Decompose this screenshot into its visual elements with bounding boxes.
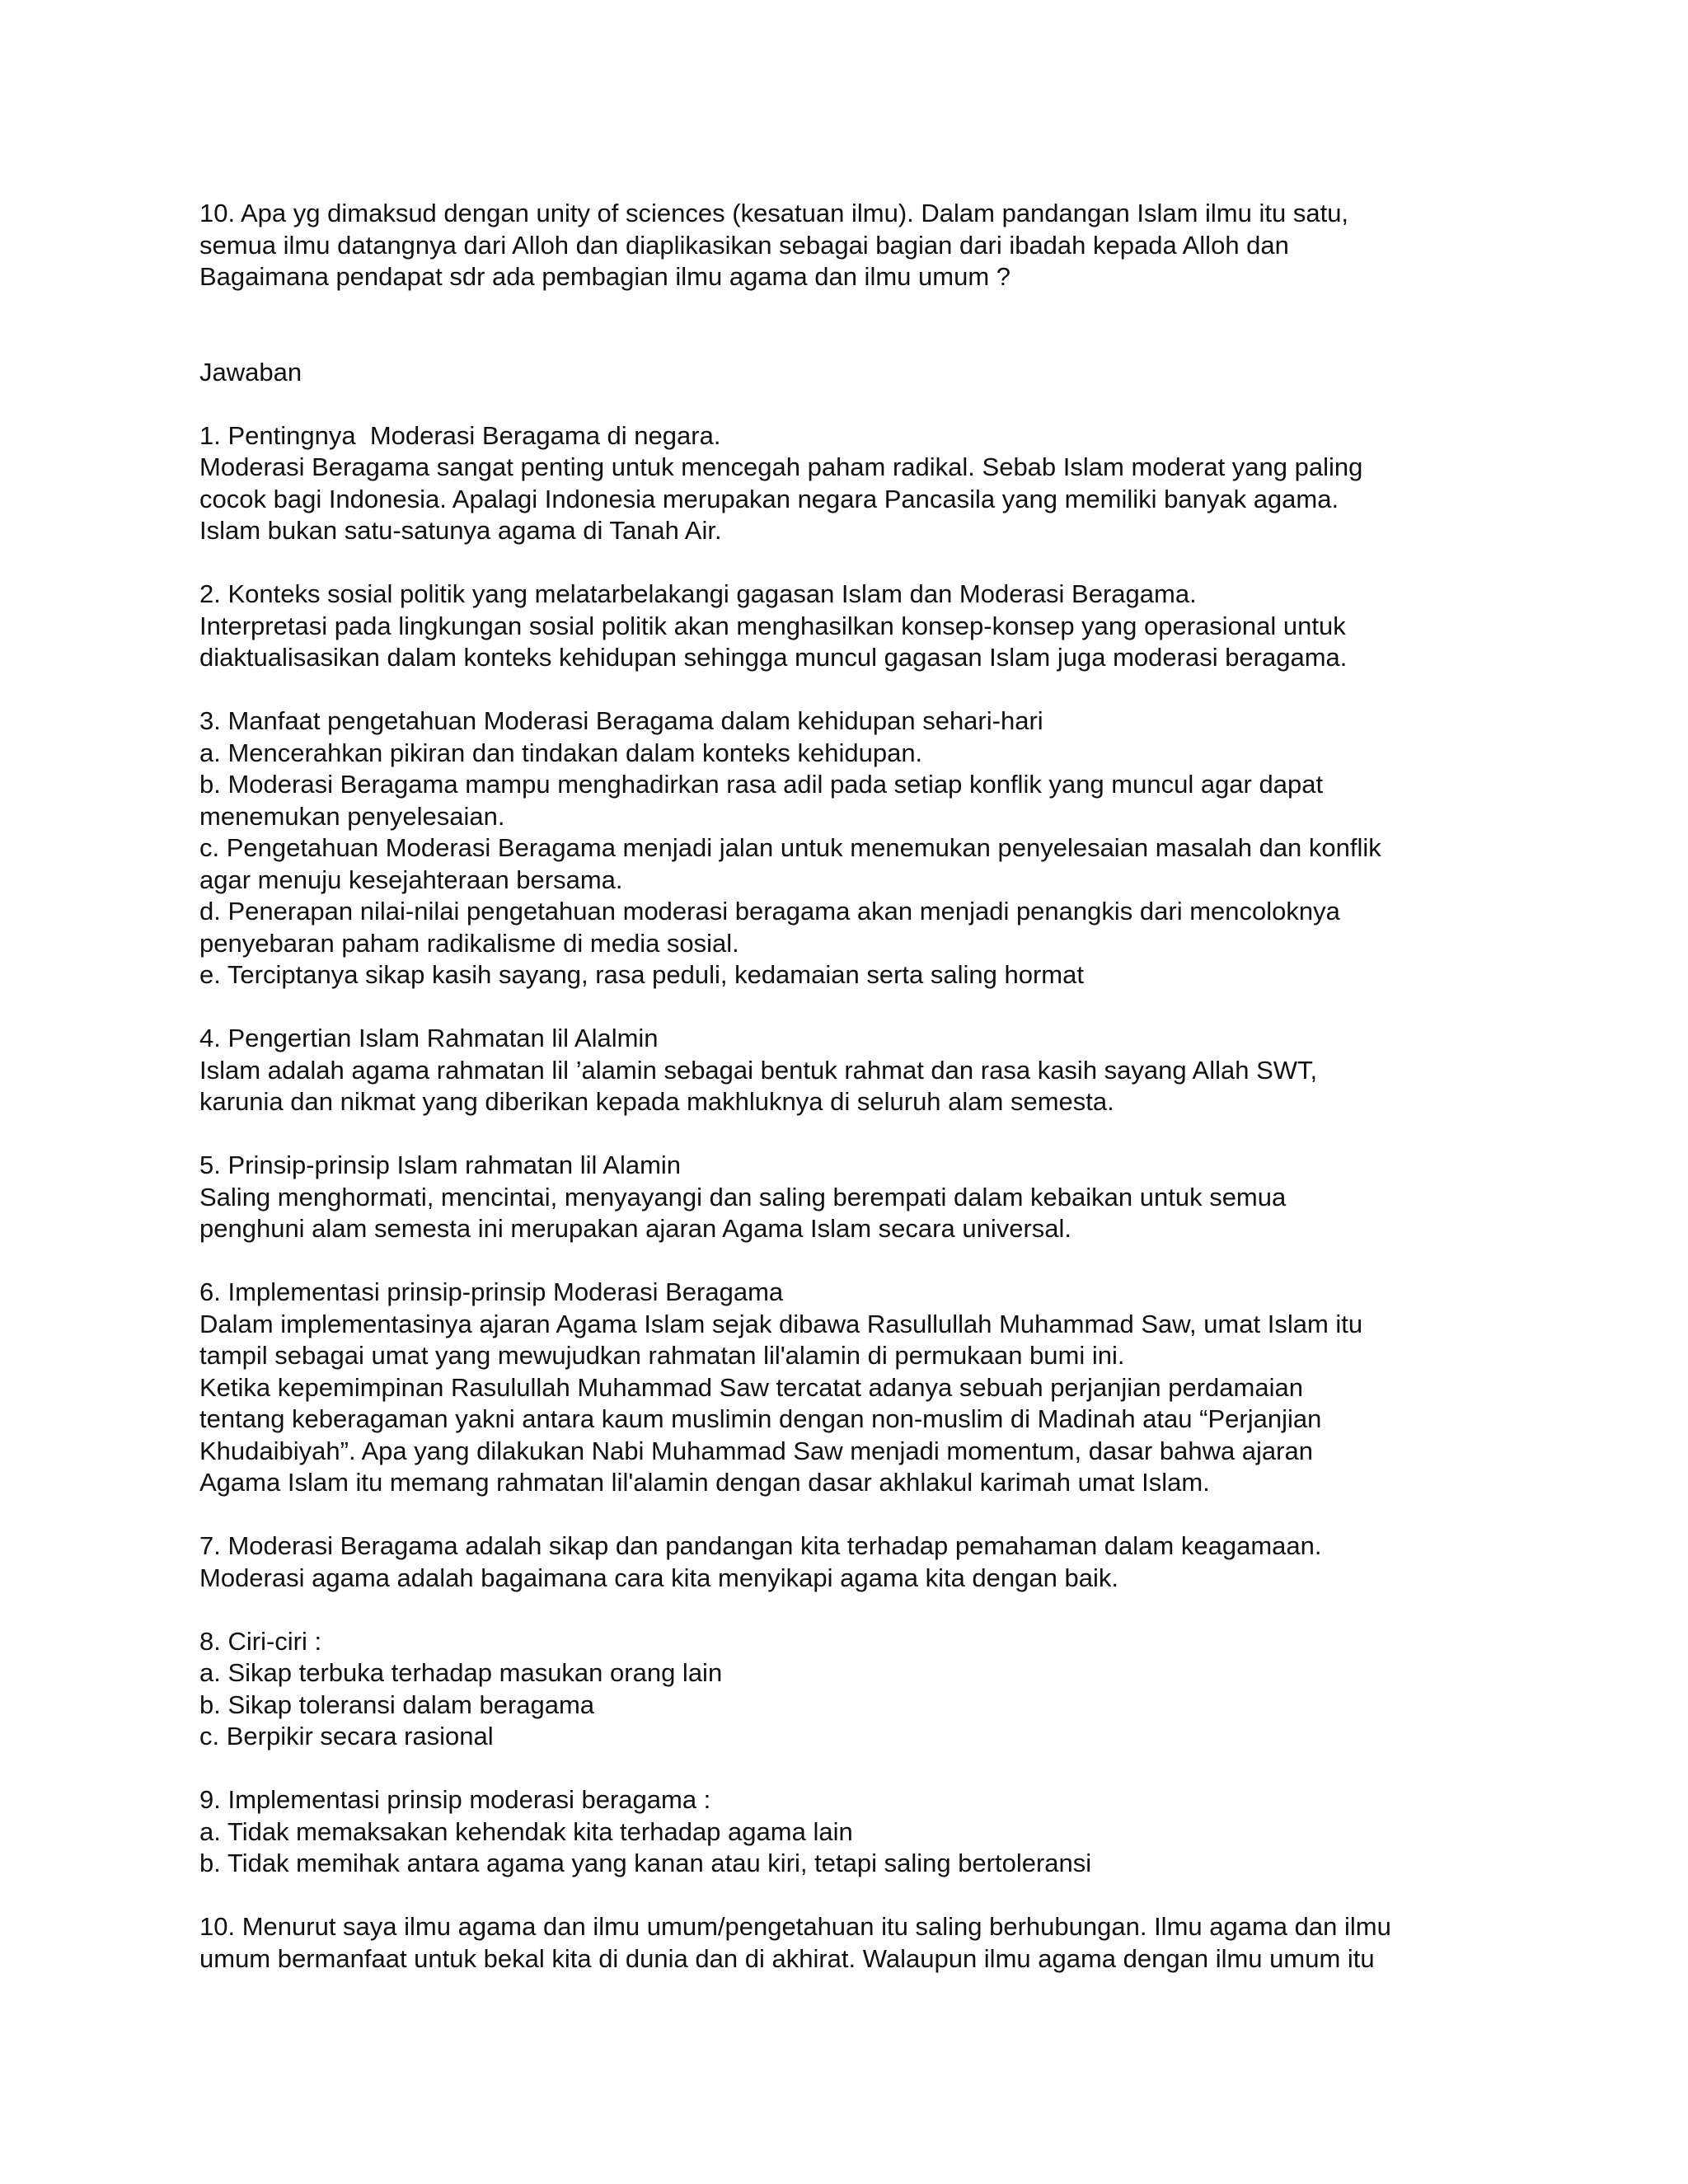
answer-2 (199, 579, 1518, 674)
answer-title: 8. Ciri-ciri : (199, 1626, 322, 1656)
spacer (199, 1594, 1518, 1626)
answer-line: Interpretasi pada lingkungan sosial politik akan menghasilkan konsep-konsep yang operasional untuk (199, 611, 1346, 640)
answer-heading: Jawaban (199, 357, 302, 387)
answer-title: 3. Manfaat pengetahuan Moderasi Beragama dalam kehidupan sehari-hari (199, 706, 1043, 735)
answer-line: agar menuju kesejahteraan bersama. (199, 865, 623, 894)
spacer (199, 1880, 1518, 1912)
spacer (199, 1118, 1518, 1151)
answer-line: tampil sebagai umat yang mewujudkan rahmatan lil'alamin di permukaan bumi ini. (199, 1341, 1125, 1370)
answer-line: c. Pengetahuan Moderasi Beragama menjadi jalan untuk menemukan penyelesaian masalah dan konflik (199, 833, 1381, 862)
spacer (199, 547, 1518, 579)
answer-4 (199, 1023, 1518, 1118)
answer-title: 10. Menurut saya ilmu agama dan ilmu umum/pengetahuan itu saling berhubungan. Ilmu agama dan ilmu (199, 1912, 1391, 1941)
answer-line: c. Berpikir secara rasional (199, 1722, 494, 1750)
answer-line: a. Mencerahkan pikiran dan tindakan dalam konteks kehidupan. (199, 738, 923, 767)
answer-line: Dalam implementasinya ajaran Agama Islam sejak dibawa Rasullullah Muhammad Saw, umat Islam itu (199, 1309, 1363, 1338)
answer-line: Islam bukan satu-satunya agama di Tanah Air. (199, 516, 722, 545)
answer-3 (199, 705, 1518, 991)
answer-line: menemukan penyelesaian. (199, 801, 505, 831)
spacer (199, 293, 1518, 357)
answer-title: 6. Implementasi prinsip-prinsip Moderasi Beragama (199, 1277, 784, 1306)
spacer (199, 674, 1518, 706)
spacer (199, 1499, 1518, 1531)
answer-line: Moderasi agama adalah bagaimana cara kita menyikapi agama kita dengan baik. (199, 1563, 1118, 1592)
answer-line: Moderasi Beragama sangat penting untuk mencegah paham radikal. Sebab Islam moderat yang paling (199, 452, 1363, 481)
answer-line: b. Sikap toleransi dalam beragama (199, 1690, 595, 1719)
answer-title: 1. Pentingnya Moderasi Beragama di negara. (199, 420, 721, 450)
answer-line: a. Tidak memaksakan kehendak kita terhadap agama lain (199, 1816, 853, 1846)
spacer (199, 991, 1518, 1024)
answer-title: 2. Konteks sosial politik yang melatarbelakangi gagasan Islam dan Moderasi Beragama. (199, 579, 1197, 608)
answer-line: b. Tidak memihak antara agama yang kanan atau kiri, tetapi saling bertoleransi (199, 1849, 1092, 1877)
answer-10 (199, 1911, 1518, 1975)
question-line: semua ilmu datangnya dari Alloh dan diaplikasikan sebagai bagian dari ibadah kepada Alloh dan (199, 230, 1289, 260)
question-line: 10. Apa yg dimaksud dengan unity of sciences (kesatuan ilmu). Dalam pandangan Islam ilmu itu satu, (199, 199, 1349, 227)
spacer (199, 1245, 1518, 1277)
answer-line: Agama Islam itu memang rahmatan lil'alamin dengan dasar akhlakul karimah umat Islam. (199, 1468, 1210, 1497)
answer-line: Khudaibiyah”. Apa yang dilakukan Nabi Muhammad Saw menjadi momentum, dasar bahwa ajaran (199, 1436, 1313, 1465)
answer-title: 7. Moderasi Beragama adalah sikap dan pandangan kita terhadap pemahaman dalam keagamaan. (199, 1531, 1322, 1560)
question-line: Bagaimana pendapat sdr ada pembagian ilmu agama dan ilmu umum ? (199, 262, 1010, 291)
answer-line: Saling menghormati, mencintai, menyayangi dan saling berempati dalam kebaikan untuk semua (199, 1182, 1287, 1212)
answer-line: penghuni alam semesta ini merupakan ajaran Agama Islam secara universal. (199, 1214, 1072, 1243)
answer-1 (199, 420, 1518, 547)
answer-title: 9. Implementasi prinsip moderasi beragama : (199, 1785, 711, 1814)
question-10 (199, 198, 1518, 293)
spacer (199, 1753, 1518, 1785)
answer-line: umum bermanfaat untuk bekal kita di dunia dan di akhirat. Walaupun ilmu agama dengan ilmu umum itu (199, 1943, 1375, 1973)
document-body (199, 198, 1518, 1975)
answer-line: karunia dan nikmat yang diberikan kepada makhluknya di seluruh alam semesta. (199, 1087, 1114, 1116)
answer-8 (199, 1626, 1518, 1753)
answer-line: b. Moderasi Beragama mampu menghadirkan rasa adil pada setiap konflik yang muncul agar dapat (199, 770, 1324, 799)
answer-9 (199, 1784, 1518, 1880)
answer-7 (199, 1530, 1518, 1594)
answer-line: e. Terciptanya sikap kasih sayang, rasa peduli, kedamaian serta saling hormat (199, 960, 1084, 989)
answer-title: 4. Pengertian Islam Rahmatan lil Alalmin (199, 1024, 659, 1052)
answer-line: diaktualisasikan dalam konteks kehidupan sehingga muncul gagasan Islam juga moderasi beragama. (199, 643, 1348, 672)
answer-line: d. Penerapan nilai-nilai pengetahuan moderasi beragama akan menjadi penangkis dari mencoloknya (199, 897, 1340, 926)
answer-line: Islam adalah agama rahmatan lil ’alamin sebagai bentuk rahmat dan rasa kasih sayang Allah SWT, (199, 1055, 1318, 1085)
answer-line: tentang keberagaman yakni antara kaum muslimin dengan non-muslim di Madinah atau “Perjanjian (199, 1404, 1322, 1433)
answer-line: cocok bagi Indonesia. Apalagi Indonesia merupakan negara Pancasila yang memiliki banyak agama. (199, 484, 1339, 513)
answer-line: a. Sikap terbuka terhadap masukan orang lain (199, 1658, 723, 1687)
answer-title: 5. Prinsip-prinsip Islam rahmatan lil Alamin (199, 1151, 682, 1179)
spacer (199, 388, 1518, 420)
answer-line: penyebaran paham radikalisme di media sosial. (199, 928, 739, 958)
answer-line: Ketika kepemimpinan Rasulullah Muhammad Saw tercatat adanya sebuah perjanjian perdamaian (199, 1372, 1303, 1402)
answer-5 (199, 1150, 1518, 1245)
answer-6 (199, 1277, 1518, 1499)
